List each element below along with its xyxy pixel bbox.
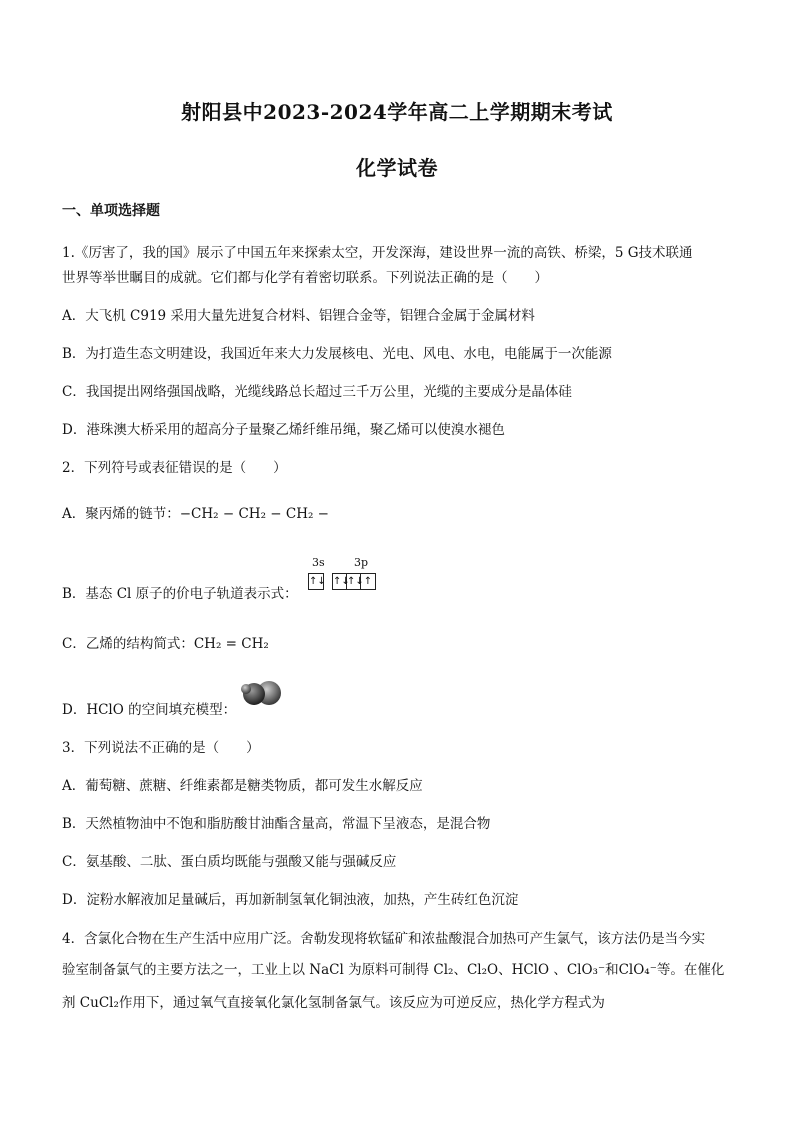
orbital-cell: ↑↓ [347, 576, 364, 587]
q3-option-d: D．淀粉水解液加足量碱后，再加新制氢氧化铜浊液，加热，产生砖红色沉淀 [62, 892, 519, 908]
q3-option-b: B．天然植物油中不饱和脂肪酸甘油酯含量高，常温下呈液态，是混合物 [62, 816, 491, 832]
q4-line3: 剂 CuCl₂作用下，通过氧气直接氧化氯化氢制备氯气。该反应为可逆反应，热化学方程式为 [62, 995, 605, 1011]
q2-option-d: D．HClO 的空间填充模型： [62, 702, 237, 718]
q2-option-b: B．基态 Cl 原子的价电子轨道表示式： [62, 586, 298, 602]
orbital-box-3p [332, 573, 376, 590]
q1-stem-line1: 1.《厉害了，我的国》展示了中国五年来探索太空，开发深海，建设世界一流的高铁、桥梁，5 G技术联通 [62, 245, 693, 261]
q1-option-b: B．为打造生态文明建设，我国近年来大力发展核电、光电、风电、水电，电能属于一次能源 [62, 346, 612, 362]
q4-line2: 验室制备氯气的主要方法之一，工业上以 NaCl 为原料可制得 Cl₂、Cl₂O、HClO 、ClO₃⁻和ClO₄⁻等。在催化 [62, 962, 725, 978]
exam-title: 射阳县中2023-2024学年高二上学期期末考试 [181, 100, 613, 124]
q2-option-a-formula: −CH₂ − CH₂ − CH₂ − [179, 506, 329, 522]
q1-option-a: A．大飞机 C919 采用大量先进复合材料、铝锂合金等，铝锂合金属于金属材料 [62, 308, 535, 324]
q2-option-a-label: A．聚丙烯的链节： [62, 506, 180, 522]
q1-stem-line2: 世界等举世瞩目的成就。它们都与化学有着密切联系。下列说法正确的是（ ） [62, 270, 548, 286]
orbital-diagram [308, 556, 388, 592]
section-heading: 一、单项选择题 [62, 203, 160, 219]
orbital-label-3s: 3s [312, 556, 325, 569]
exam-subject-title: 化学试卷 [356, 156, 438, 180]
q3-stem: 3．下列说法不正确的是（ ） [62, 740, 260, 756]
q1-option-c: C．我国提出网络强国战略，光缆线路总长超过三千万公里，光缆的主要成分是晶体硅 [62, 384, 572, 400]
orbital-label-3p: 3p [354, 556, 369, 569]
orbital-cell: ↑↓ [309, 576, 326, 587]
q2-option-c-formula: CH₂ = CH₂ [193, 636, 269, 652]
q3-option-a: A．葡萄糖、蔗糖、纤维素都是糖类物质，都可发生水解反应 [62, 778, 423, 794]
q2-option-c [62, 632, 269, 652]
q2-stem: 2．下列符号或表征错误的是（ ） [62, 460, 287, 476]
q1-option-d: D．港珠澳大桥采用的超高分子量聚乙烯纤维吊绳，聚乙烯可以使溴水褪色 [62, 422, 505, 438]
hclo-space-filling-model-icon [240, 679, 282, 709]
q2-option-c-label: C．乙烯的结构简式： [62, 636, 194, 652]
orbital-box-3s [308, 573, 324, 590]
q4-line1: 4．含氯化合物在生产生活中应用广泛。舍勒发现将软锰矿和浓盐酸混合加热可产生氯气，该方法仍是当今实 [62, 931, 706, 947]
orbital-cell: ↑↓ [333, 576, 350, 587]
q3-option-c: C．氨基酸、二肽、蛋白质均既能与强酸又能与强碱反应 [62, 854, 397, 870]
orbital-cell: ↑ [363, 576, 373, 587]
q2-option-a [62, 502, 329, 522]
